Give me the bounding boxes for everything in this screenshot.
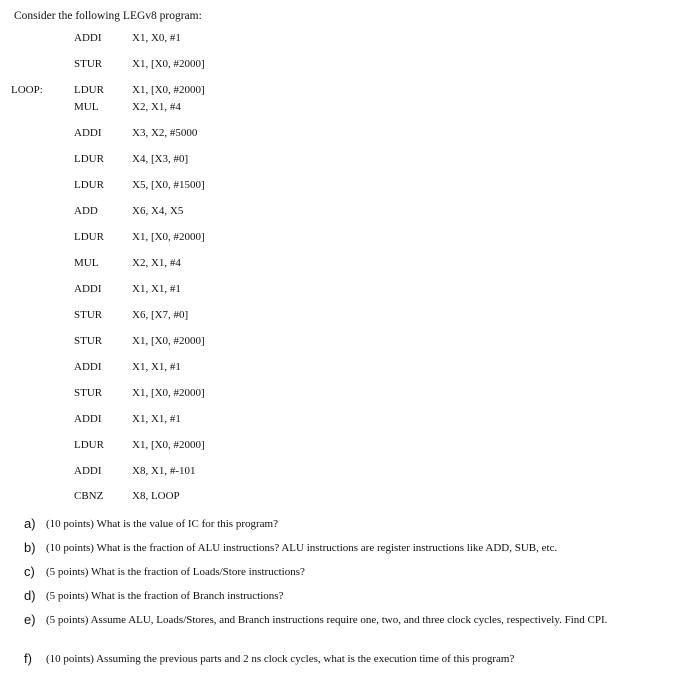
instruction-opcode: ADDI	[74, 413, 102, 425]
question-letter: f)	[24, 651, 32, 666]
question-item	[24, 517, 674, 531]
question-text: (5 points) What is the fraction of Branch instructions?	[46, 590, 284, 602]
instruction-opcode: STUR	[74, 309, 103, 321]
instruction-operands: X1, [X0, #2000]	[132, 439, 205, 451]
instruction-operands: X6, X4, X5	[132, 205, 184, 217]
question-text: (10 points) Assuming the previous parts and 2 ns clock cycles, what is the execution time of this program?	[46, 653, 515, 665]
instruction-operands: X5, [X0, #1500]	[132, 179, 205, 191]
instruction-operands: X6, [X7, #0]	[132, 309, 189, 321]
question-letter: c)	[24, 564, 35, 579]
instruction-operands: X1, [X0, #2000]	[132, 58, 205, 70]
loop-label: LOOP:	[11, 84, 43, 96]
instruction-operands: X1, [X0, #2000]	[132, 84, 205, 96]
instruction-operands: X1, [X0, #2000]	[132, 231, 205, 243]
instruction-opcode: STUR	[74, 335, 103, 347]
instruction-operands: X2, X1, #4	[132, 101, 181, 113]
instruction-opcode: ADDI	[74, 283, 102, 295]
question-letter: d)	[24, 588, 36, 603]
instruction-opcode: ADD	[74, 205, 98, 217]
instruction-opcode: ADDI	[74, 127, 102, 139]
instruction-operands: X1, [X0, #2000]	[132, 335, 205, 347]
instruction-opcode: MUL	[74, 257, 99, 269]
question-text: (5 points) What is the fraction of Loads/Store instructions?	[46, 566, 305, 578]
instruction-operands: X4, [X3, #0]	[132, 153, 189, 165]
question-text: (5 points) Assume ALU, Loads/Stores, and Branch instructions require one, two, and three clock cycles, respectively. Find CPI.	[46, 614, 608, 626]
question-item	[24, 613, 674, 627]
question-letter: a)	[24, 516, 36, 531]
question-item	[24, 589, 674, 603]
instruction-operands: X1, X1, #1	[132, 413, 181, 425]
instruction-opcode: LDUR	[74, 439, 104, 451]
instruction-opcode: ADDI	[74, 361, 102, 373]
instruction-opcode: LDUR	[74, 179, 104, 191]
instruction-operands: X1, [X0, #2000]	[132, 387, 205, 399]
instruction-operands: X3, X2, #5000	[132, 127, 198, 139]
instruction-operands: X8, LOOP	[132, 490, 180, 502]
instruction-opcode: MUL	[74, 101, 99, 113]
instruction-operands: X2, X1, #4	[132, 257, 181, 269]
question-item	[24, 565, 674, 579]
question-item	[24, 652, 674, 666]
instruction-opcode: STUR	[74, 58, 103, 70]
question-letter: e)	[24, 612, 36, 627]
instruction-opcode: LDUR	[74, 153, 104, 165]
instruction-operands: X1, X1, #1	[132, 283, 181, 295]
instruction-operands: X1, X0, #1	[132, 32, 181, 44]
instruction-opcode: CBNZ	[74, 490, 104, 502]
instruction-opcode: ADDI	[74, 465, 102, 477]
instruction-opcode: LDUR	[74, 231, 104, 243]
instruction-operands: X1, X1, #1	[132, 361, 181, 373]
question-text: (10 points) What is the value of IC for this program?	[46, 518, 278, 530]
instruction-opcode: ADDI	[74, 32, 102, 44]
instruction-opcode: LDUR	[74, 84, 104, 96]
instruction-operands: X8, X1, #-101	[132, 465, 196, 477]
question-item	[24, 541, 674, 555]
question-text: (10 points) What is the fraction of ALU instructions? ALU instructions are register instructions like ADD, SUB, etc.	[46, 542, 558, 554]
intro-text: Consider the following LEGv8 program:	[14, 10, 202, 22]
question-letter: b)	[24, 540, 36, 555]
instruction-opcode: STUR	[74, 387, 103, 399]
